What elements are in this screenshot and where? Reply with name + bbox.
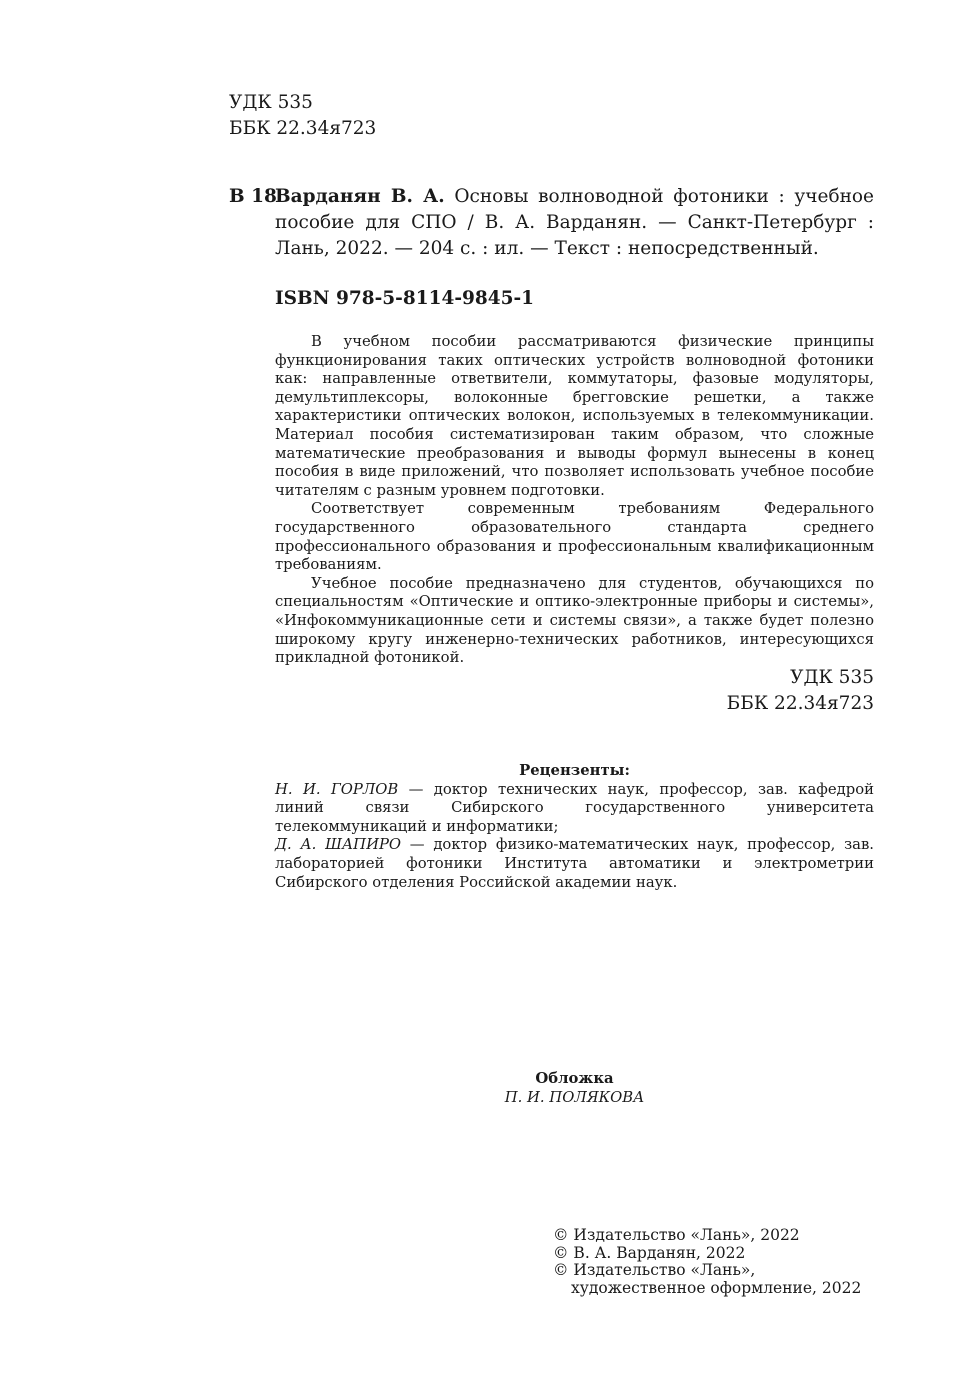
abstract — [275, 333, 874, 668]
reviewer-description: — доктор физико-математических наук, профессор, зав. лабораторией фотоники Института автоматики и электрометрии Сибирского отделения Российской академии наук. — [275, 836, 874, 891]
record-description: Основы волноводной фотоники : учебное пособие для СПО / В. А. Варданян. — Санкт-Петербург : Лань, 2022. — 204 с. : ил. — Текст : непосредственный. — [275, 186, 875, 259]
classification-top — [229, 90, 376, 142]
reviewer-entry — [275, 836, 874, 892]
cover-credit — [275, 1070, 874, 1107]
reviewer-entry — [275, 781, 874, 837]
abstract-paragraph: В учебном пособии рассматриваются физические принципы функционирования таких оптических устройств волноводной фотоники как: направленные ответвители, коммутаторы, фазовые модуляторы, демультиплексоры, волоконные брегговские решетки, а также характеристики оптических волокон, используемых в телекоммуникации. Материал пособия систематизирован таким образом, что сложные математические преобразования и выводы формул вынесены в конец пособия в виде приложений, что позволяет использовать учебное пособие читателям с разным уровнем подготовки. — [275, 333, 874, 499]
abstract-paragraph: Соответствует современным требованиям Федерального государственного образовательного стандарта среднего профессионального образования и профессиональным квалификационным требованиям. — [275, 500, 874, 574]
bibliographic-record — [275, 184, 874, 262]
reviewer-description: — доктор технических наук, профессор, зав. кафедрой линий связи Сибирского государственного университета телекоммуникаций и информатики; — [275, 780, 874, 835]
reviewer-name: Д. А. ШАПИРО — [275, 836, 402, 854]
bbk-code: ББК 22.34я723 — [229, 118, 377, 139]
reviewers-heading: Рецензенты: — [519, 762, 630, 779]
record-author: Варданян В. А. — [275, 186, 445, 207]
abstract-paragraph: Учебное пособие предназначено для студентов, обучающихся по специальностям «Оптические и оптико-электронные приборы и системы», «Инфокоммуникационные сети и системы связи», а также будет полезно широкому кругу инженерно-технических работников, интересующихся прикладной фотоникой. — [275, 574, 874, 667]
reviewers — [275, 762, 874, 892]
bbk-code: ББК 22.34я723 — [726, 693, 874, 714]
copyright-line: © Издательство «Лань», 2022 — [553, 1226, 800, 1244]
classification-bottom — [727, 665, 874, 717]
udk-code: УДК 535 — [790, 667, 874, 688]
isbn: ISBN 978-5-8114-9845-1 — [275, 288, 535, 309]
copyright-line: художественное оформление, 2022 — [571, 1278, 862, 1297]
reviewer-name: Н. И. ГОРЛОВ — [275, 780, 399, 798]
cover-heading: Обложка — [535, 1070, 614, 1087]
copyright-block — [553, 1227, 873, 1297]
cover-designer: П. И. ПОЛЯКОВА — [504, 1088, 645, 1106]
udk-code: УДК 535 — [229, 92, 313, 113]
author-code: В 18 — [229, 186, 277, 207]
copyright-line: © Издательство «Лань», — [553, 1261, 756, 1279]
copyright-line: © В. А. Варданян, 2022 — [553, 1243, 746, 1262]
